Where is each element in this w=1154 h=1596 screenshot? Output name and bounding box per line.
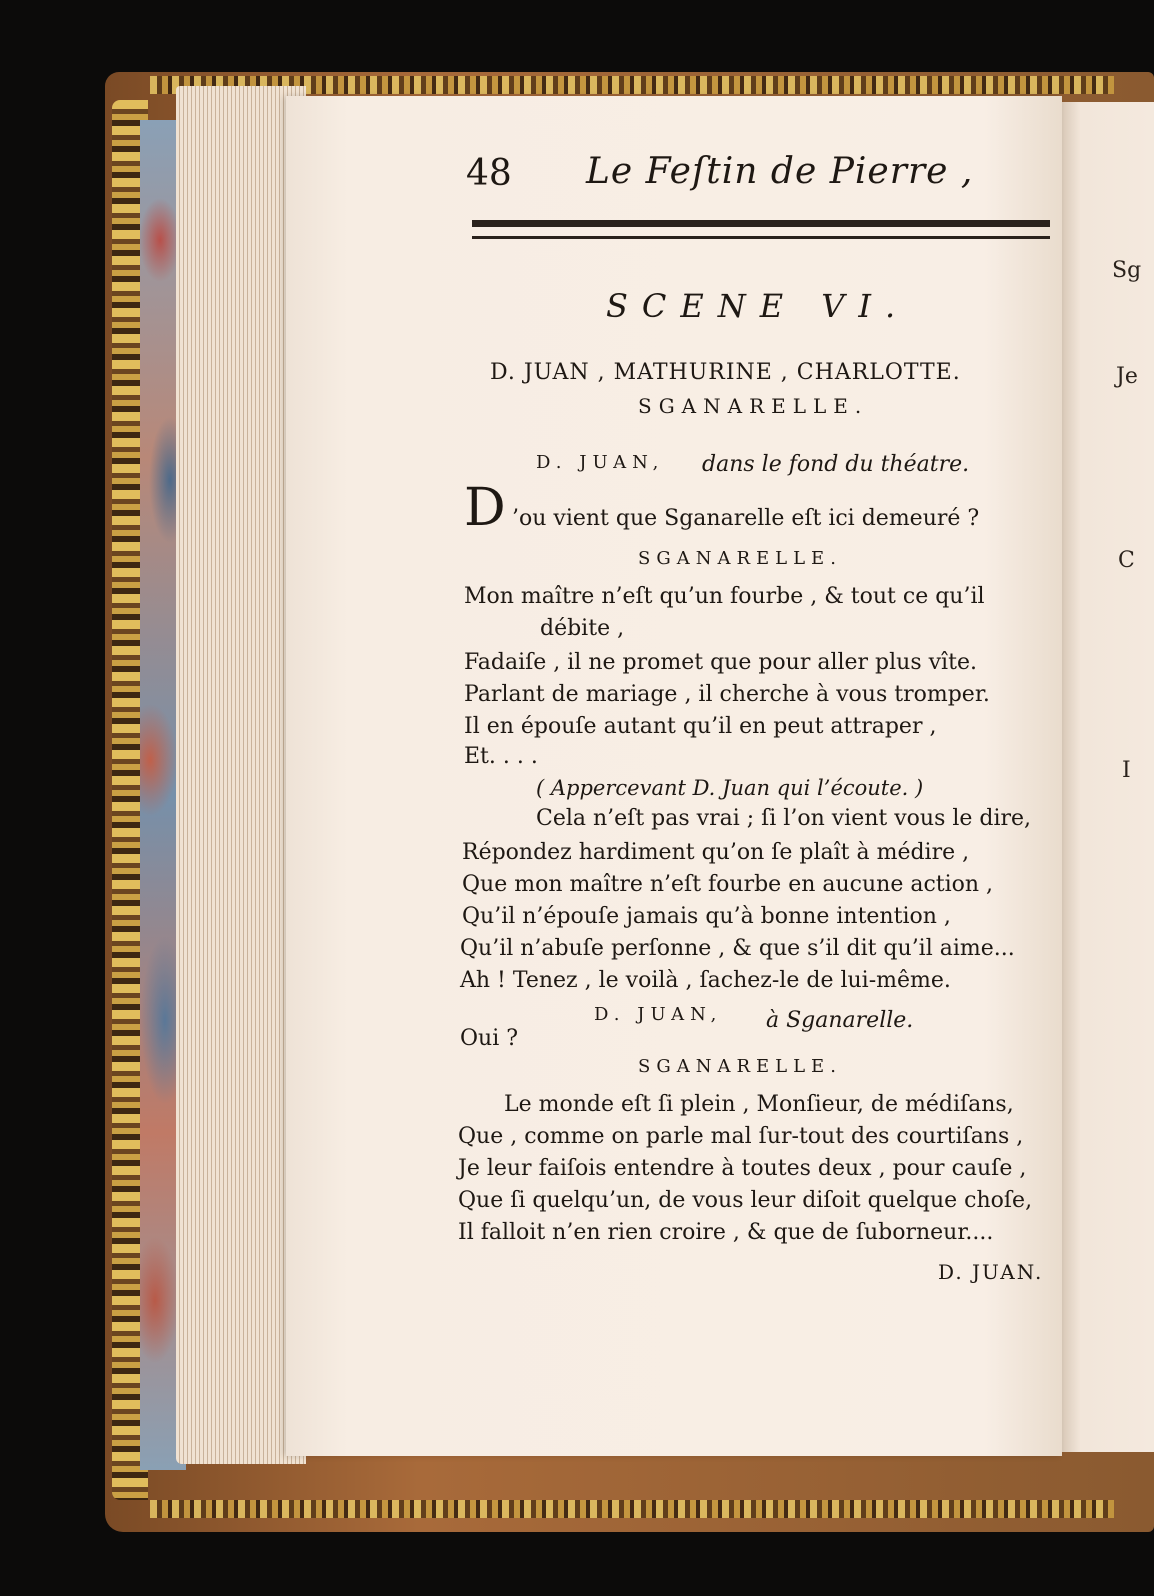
- verse-line: Que , comme on parle mal ſur-tout des courtiſans ,: [458, 1124, 1024, 1149]
- speaker-name: SGANARELLE.: [638, 548, 842, 569]
- verse-line: Répondez hardiment qu’on ſe plaît à médire ,: [462, 840, 970, 865]
- facing-page-fragment: Je: [1116, 364, 1138, 389]
- verse-line: Il falloit n’en rien croire , & que de ſuborneur....: [458, 1220, 994, 1245]
- verse-line: Que mon maître n’eſt fourbe en aucune action ,: [462, 872, 994, 897]
- page-number: 48: [466, 153, 512, 194]
- stage-direction: dans le fond du théatre.: [702, 452, 970, 477]
- header-rule-thin: [472, 236, 1050, 239]
- running-title: Le Feſtin de Pierre ,: [586, 151, 974, 192]
- catchword: D. JUAN.: [938, 1260, 1044, 1284]
- verse-line: Mon maître n’eſt qu’un fourbe , & tout ce qu’il: [464, 584, 985, 609]
- speaker-name: D. JUAN,: [536, 452, 665, 473]
- facing-page: [1062, 102, 1154, 1452]
- verse-line: Le monde eſt ſi plein , Monſieur, de médiſans,: [504, 1092, 1014, 1117]
- cast-list: D. JUAN , MATHURINE , CHARLOTTE.: [490, 360, 961, 385]
- stage-direction: ( Appercevant D. Juan qui l’écoute. ): [536, 776, 924, 800]
- stage-direction: à Sganarelle.: [766, 1008, 914, 1033]
- scene-title: SCENE VI.: [606, 287, 910, 325]
- speaker-name: D. JUAN,: [594, 1004, 723, 1025]
- verse-line: Cela n’eſt pas vrai ; ſi l’on vient vous le dire,: [536, 806, 1032, 831]
- header-rule-thick: [472, 220, 1050, 227]
- verse-line: Qu’il n’épouſe jamais qu’à bonne intention ,: [462, 904, 951, 929]
- facing-page-fragment: C: [1118, 548, 1135, 573]
- facing-page-fragment: Sg: [1112, 258, 1142, 283]
- verse-line: Qu’il n’abuſe perſonne , & que s’il dit qu’il aime...: [460, 936, 1015, 961]
- verse-line: débite ,: [540, 616, 625, 641]
- verse-line: Oui ?: [460, 1026, 519, 1051]
- verse-line: ’ou vient que Sganarelle eſt ici demeuré ?: [512, 506, 980, 531]
- gilt-edge-bottom: [150, 1500, 1114, 1518]
- facing-page-fragment: I: [1122, 758, 1131, 783]
- verse-line: Je leur faiſois entendre à toutes deux , pour cauſe ,: [458, 1156, 1027, 1181]
- verse-line: Il en épouſe autant qu’il en peut attraper ,: [464, 714, 937, 739]
- drop-cap: D: [464, 478, 506, 538]
- verse-line: Que ſi quelqu’un, de vous leur diſoit quelque choſe,: [458, 1188, 1033, 1213]
- verse-line: Et. . . .: [464, 744, 538, 769]
- verse-line: Ah ! Tenez , le voilà , ſachez-le de lui-même.: [460, 968, 951, 993]
- verse-line: Parlant de mariage , il cherche à vous tromper.: [464, 682, 990, 707]
- verse-line: Fadaiſe , il ne promet que pour aller plus vîte.: [464, 650, 977, 675]
- speaker-name: SGANARELLE.: [638, 1056, 842, 1077]
- cast-list: SGANARELLE.: [638, 394, 869, 418]
